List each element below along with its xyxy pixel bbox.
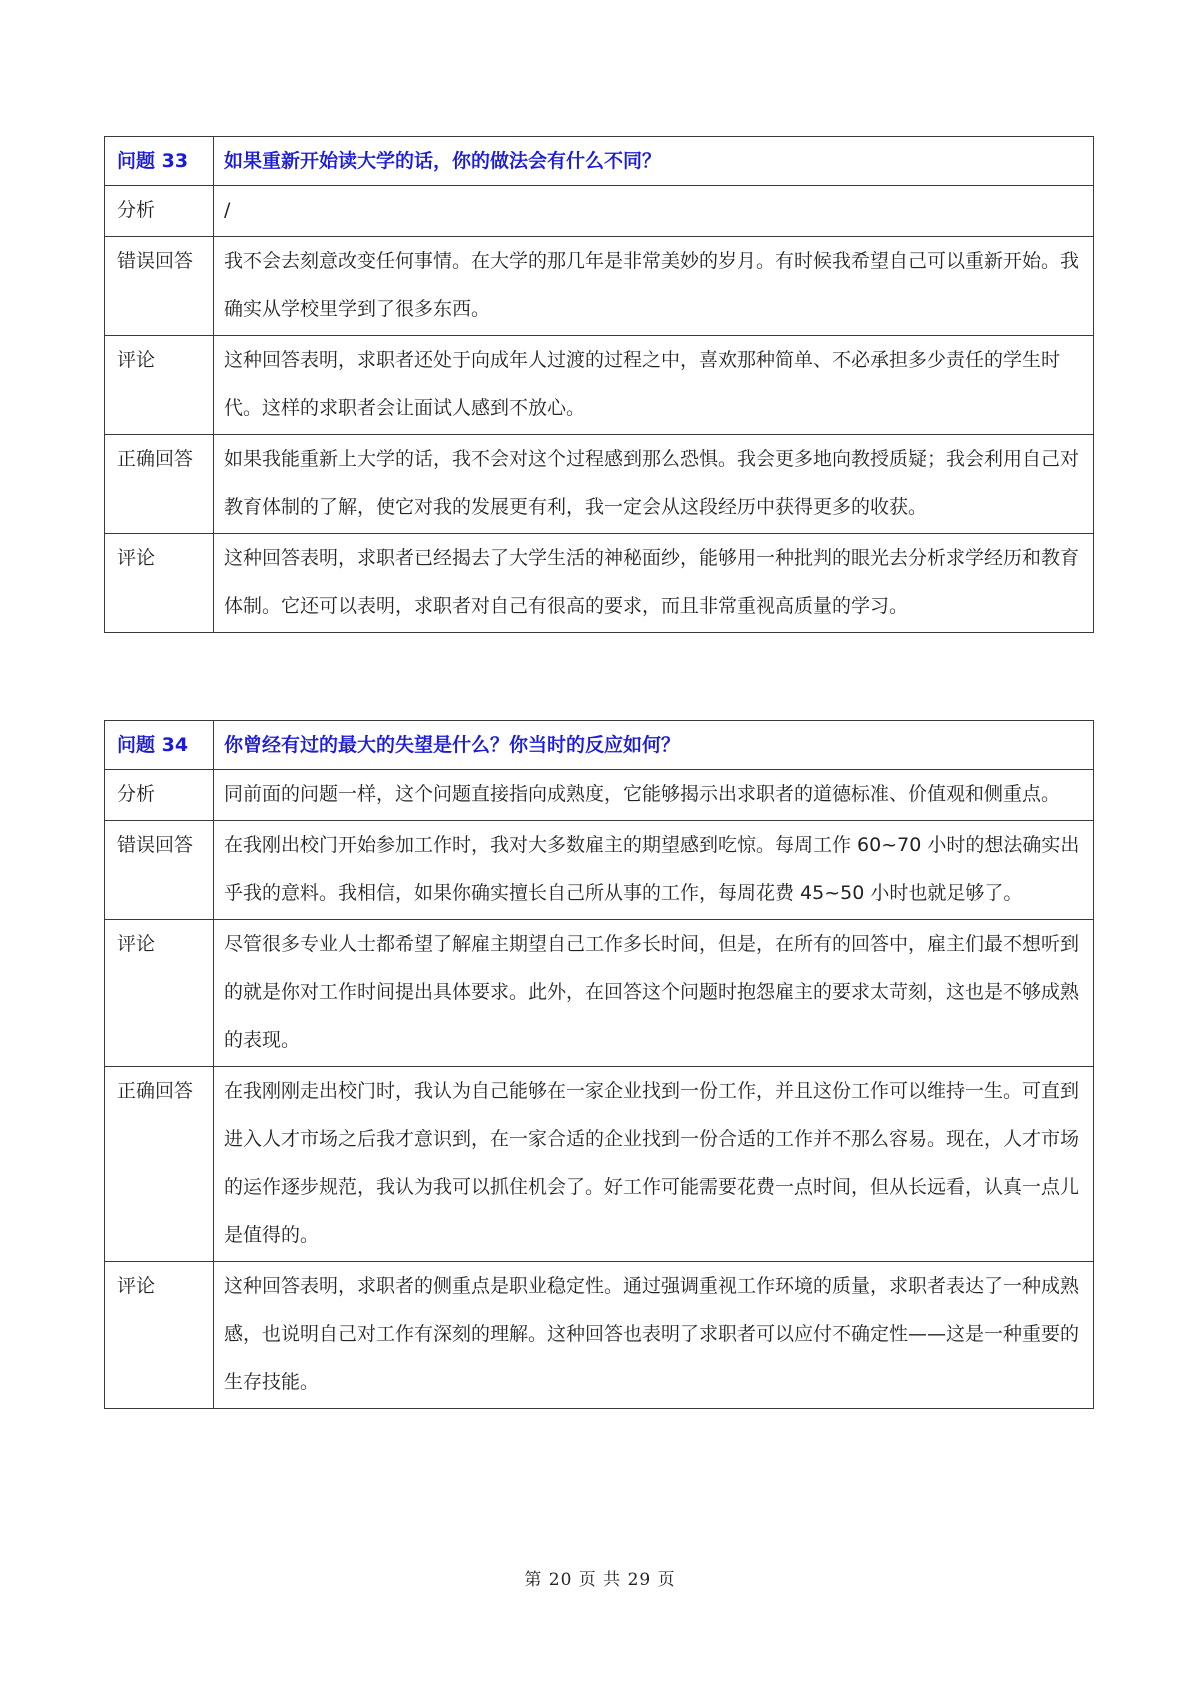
- question-33-number: 问题 33: [105, 137, 214, 186]
- question-34-analysis-row: [105, 770, 1094, 821]
- row-content: 如果我能重新上大学的话，我不会对这个过程感到那么恐惧。我会更多地向教授质疑；我会利用自己对教育体制的了解，使它对我的发展更有利，我一定会从这段经历中获得更多的收获。: [214, 435, 1094, 534]
- question-33-title-row: [105, 137, 1094, 186]
- question-33-comment-row: [105, 534, 1094, 633]
- row-label: 分析: [105, 186, 214, 237]
- question-33-correct-answer-row: [105, 435, 1094, 534]
- row-content: 我不会去刻意改变任何事情。在大学的那几年是非常美妙的岁月。有时候我希望自己可以重新开始。我确实从学校里学到了很多东西。: [214, 237, 1094, 336]
- row-label: 正确回答: [105, 1067, 214, 1262]
- question-33-table: [104, 136, 1094, 633]
- row-content: 这种回答表明，求职者的侧重点是职业稳定性。通过强调重视工作环境的质量，求职者表达了一种成熟感，也说明自己对工作有深刻的理解。这种回答也表明了求职者可以应付不确定性——这是一种重要的生存技能。: [214, 1262, 1094, 1409]
- row-content: /: [214, 186, 1094, 237]
- row-content: 这种回答表明，求职者已经揭去了大学生活的神秘面纱，能够用一种批判的眼光去分析求学经历和教育体制。它还可以表明，求职者对自己有很高的要求，而且非常重视高质量的学习。: [214, 534, 1094, 633]
- row-label: 评论: [105, 336, 214, 435]
- row-content: 同前面的问题一样，这个问题直接指向成熟度，它能够揭示出求职者的道德标准、价值观和侧重点。: [214, 770, 1094, 821]
- question-33-analysis-row: [105, 186, 1094, 237]
- row-label: 评论: [105, 1262, 214, 1409]
- question-33-comment-row: [105, 336, 1094, 435]
- row-content: 这种回答表明，求职者还处于向成年人过渡的过程之中，喜欢那种简单、不必承担多少责任的学生时代。这样的求职者会让面试人感到不放心。: [214, 336, 1094, 435]
- question-34-comment-row: [105, 1262, 1094, 1409]
- row-content: 在我刚刚走出校门时，我认为自己能够在一家企业找到一份工作，并且这份工作可以维持一生。可直到进入人才市场之后我才意识到，在一家合适的企业找到一份合适的工作并不那么容易。现在，人才市场的运作逐步规范，我认为我可以抓住机会了。好工作可能需要花费一点时间，但从长远看，认真一点儿是值得的。: [214, 1067, 1094, 1262]
- question-34-wrong-answer-row: [105, 821, 1094, 920]
- question-33-text: 如果重新开始读大学的话，你的做法会有什么不同？: [214, 137, 1094, 186]
- question-34-title-row: [105, 721, 1094, 770]
- row-label: 正确回答: [105, 435, 214, 534]
- row-content: 尽管很多专业人士都希望了解雇主期望自己工作多长时间，但是，在所有的回答中，雇主们最不想听到的就是你对工作时间提出具体要求。此外，在回答这个问题时抱怨雇主的要求太苛刻，这也是不够成熟的表现。: [214, 920, 1094, 1067]
- question-34-number: 问题 34: [105, 721, 214, 770]
- question-34-comment-row: [105, 920, 1094, 1067]
- question-33-wrong-answer-row: [105, 237, 1094, 336]
- page-number-footer: 第 20 页 共 29 页: [524, 1570, 676, 1590]
- row-label: 评论: [105, 534, 214, 633]
- row-label: 错误回答: [105, 821, 214, 920]
- row-content: 在我刚出校门开始参加工作时，我对大多数雇主的期望感到吃惊。每周工作 60~70 小时的想法确实出乎我的意料。我相信，如果你确实擅长自己所从事的工作，每周花费 45~50 小时也就足够了。: [214, 821, 1094, 920]
- row-label: 错误回答: [105, 237, 214, 336]
- row-label: 评论: [105, 920, 214, 1067]
- question-34-correct-answer-row: [105, 1067, 1094, 1262]
- question-34-text: 你曾经有过的最大的失望是什么？你当时的反应如何？: [214, 721, 1094, 770]
- question-34-table: [104, 720, 1094, 1409]
- row-label: 分析: [105, 770, 214, 821]
